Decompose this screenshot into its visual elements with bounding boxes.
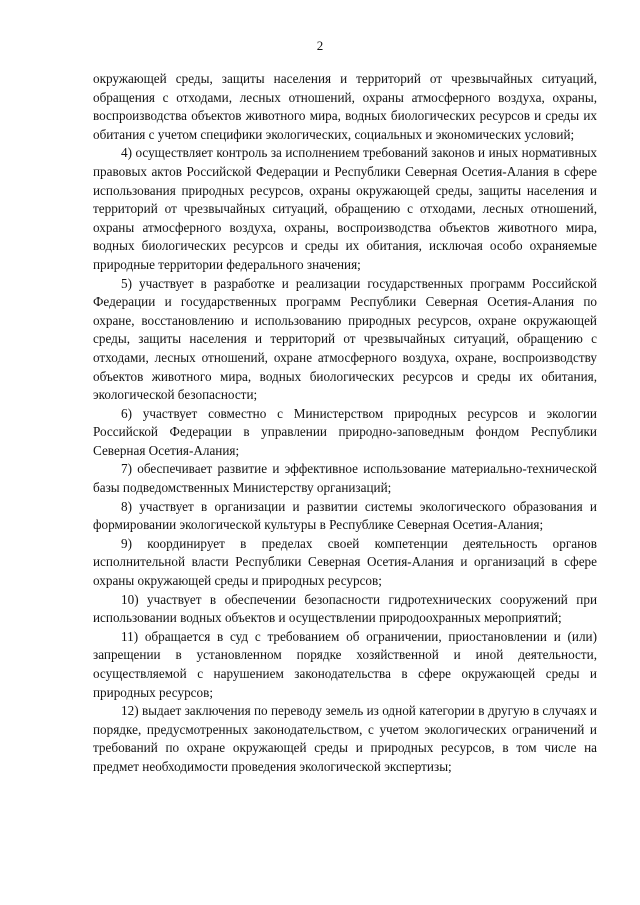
- paragraph-item-7: 7) обеспечивает развитие и эффективное использование материально-технической базы подведомственных Министерству организаций;: [93, 461, 597, 496]
- document-body: [93, 70, 597, 777]
- paragraph-item-5: 5) участвует в разработке и реализации государственных программ Российской Федерации и государственных программ Республики Северная Осетия-Алания по охране, восстановлению и использованию природных ресурсов, охране окружающей среды, защиты населения и территорий от чрезвычайных ситуаций, обращению с отходами, лесных отношений, охране атмосферного воздуха, охране, воспроизводству объектов животного мира, водных биологических ресурсов и среды их обитания, экологической безопасности;: [93, 275, 597, 403]
- paragraph-item-6: 6) участвует совместно с Министерством природных ресурсов и экологии Российской Федерации в управлении природно-заповедным фондом Республики Северная Осетия-Алания;: [93, 405, 597, 458]
- paragraph-item-10: 10) участвует в обеспечении безопасности гидротехнических сооружений при использовании водных объектов и осуществлении природоохранных мероприятий;: [93, 591, 597, 626]
- paragraph-item-12: 12) выдает заключения по переводу земель из одной категории в другую в случаях и порядке, предусмотренных законодательством, с учетом экологических ограничений и требований по охране окружающей среды и природных ресурсов, в том числе на предмет необходимости проведения экологической экспертизы;: [93, 703, 597, 774]
- paragraph-continuation: окружающей среды, защиты населения и территорий от чрезвычайных ситуаций, обращения с отходами, лесных отношений, охраны атмосферного воздуха, охраны, воспроизводства объектов животного мира, водных биологических ресурсов и среды их обитания с учетом специфики экологических, социальных и экономических условий;: [93, 71, 597, 142]
- paragraph-item-9: 9) координирует в пределах своей компетенции деятельность органов исполнительной власти Республики Северная Осетия-Алания и организаций в сфере охраны окружающей среды и природных ресурсов;: [93, 535, 597, 589]
- paragraph-item-8: 8) участвует в организации и развитии системы экологического образования и формировании экологической культуры в Республике Северная Осетия-Алания;: [93, 498, 597, 533]
- paragraph-item-11: 11) обращается в суд с требованием об ограничении, приостановлении и (или) запрещении в установленном порядке хозяйственной и иной деятельности, осуществляемой с нарушением законодательства в сфере окружающей среды и природных ресурсов;: [93, 628, 597, 700]
- paragraph-item-4: 4) осуществляет контроль за исполнением требований законов и иных нормативных правовых актов Российской Федерации и Республики Северная Осетия-Алания в сфере использования природных ресурсов, охраны окружающей среды, защиты населения и территорий от чрезвычайных ситуаций, обращению с отходами, лесных отношений, охраны атмосферного воздуха, охраны, воспроизводства объектов животного мира, водных биологических ресурсов и среды их обитания, исключая особо охраняемые природные территории федерального значения;: [93, 145, 597, 272]
- page-number: 2: [316, 38, 324, 53]
